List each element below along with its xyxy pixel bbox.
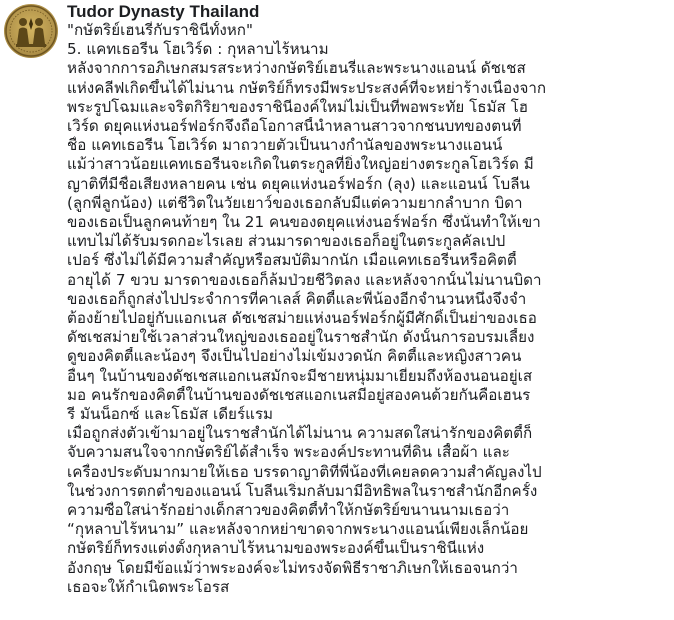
page-name-link[interactable]: Tudor Dynasty Thailand	[67, 2, 260, 21]
post-text-line: เปอร์ ซึ่งไม่ได้มีความสำคัญหรือสมบัติมากนัก เมื่อแคทเธอรีนหรือคิตตี้	[67, 251, 517, 270]
post-text-line: แทบไม่ได้รับมรดกอะไรเลย ส่วนมารดาของเธอก็อยู่ในตระกูลคัลเปป	[67, 232, 506, 251]
post-text-line: เครื่องประดับมากมายให้เธอ บรรดาญาติที่พี่น้องที่เคยลดความสำคัญลงไป	[67, 462, 542, 481]
post-text-line: แห่งคลีฟเกิดขึ้นได้ไม่นาน กษัตริย์ก็ทรงมีพระประสงค์ที่จะหย่าร้างเนื่องจาก	[67, 78, 547, 97]
tudor-seal-icon	[4, 4, 58, 58]
post-text-line: ของเธอก็ถูกส่งไปประจำการที่คาเลส์ คิตตี้และพี่น้องอีกจำนวนหนึ่งจึงจำ	[67, 289, 527, 308]
post-text-line: พระรูปโฉมและจริตกิริยาของราชินีองค์ใหม่ไม่เป็นที่พอพระทัย โธมัส โฮ	[67, 97, 529, 116]
post-text-line: รี มันน็อกซ์ และโธมัส เดียร์แรม	[67, 405, 274, 424]
post-text-line: ในช่วงการตกต่ำของแอนน์ โบลีนเริ่มกลับมามีอิทธิพลในราชสำนักอีกครั้ง	[67, 481, 538, 500]
post-text-line: “กุหลาบไร้หนาม” และหลังจากหย่าขาดจากพระนางแอนน์เพียงเล็กน้อย	[67, 520, 529, 539]
post-text-line: เวิร์ด ดยุคแห่งนอร์ฟอร์กจึงถือโอกาสนี้นำหลานสาวจากชนบทของตนที่	[67, 117, 522, 136]
post-text-line: อังกฤษ โดยมีข้อแม้ว่าพระองค์จะไม่ทรงจัดพิธีราชาภิเษกให้เธอจนกว่า	[67, 558, 518, 577]
post-text-line: ชื่อ แคทเธอรีน โฮเวิร์ด มาถวายตัวเป็นนางกำนัลของพระนางแอนน์	[67, 136, 503, 155]
post-text-line: มอ คนรักของคิตตี้ในบ้านของดัชเชสแอกเนสมีอยู่สองคนด้วยกันคือเฮนร	[67, 385, 531, 404]
post-text-line: ดูของคิตตี้และน้องๆ จึงเป็นไปอย่างไม่เข้มงวดนัก คิตตี้และหญิงสาวคน	[67, 347, 522, 366]
post-text-line: ต้องย้ายไปอยู่กับแอกเนส ดัชเชสม่ายแห่งนอร์ฟอร์กผู้มีศักดิ์เป็นย่าของเธอ	[67, 309, 537, 328]
post-text-line: ความซื่อใสน่ารักอย่างเด็กสาวของคิตตี้ทำให้กษัตริย์ขนานนามเธอว่า	[67, 501, 510, 520]
post-paragraphs	[67, 59, 671, 597]
post-text-line: ของเธอเป็นลูกคนท้ายๆ ใน 21 คนของดยุคแห่งนอร์ฟอร์ก ซึ่งนั่นทำให้เขา	[67, 213, 541, 232]
post-title: "กษัตริย์เฮนรี่กับราชินีทั้งหก"	[67, 21, 253, 39]
page-avatar[interactable]	[4, 4, 58, 58]
post-text-line: จับความสนใจจากกษัตริย์ได้สำเร็จ พระองค์ประทานที่ดิน เสื้อผ้า และ	[67, 443, 510, 462]
post-text-line: อายุได้ 7 ขวบ มารดาของเธอก็ล้มป่วยชีวิตลง และหลังจากนั้นไม่นานบิดา	[67, 270, 542, 289]
post-text-line: เมื่อถูกส่งตัวเข้ามาอยู่ในราชสำนักได้ไม่นาน ความสดใสน่ารักของคิตตี้ก็	[67, 424, 533, 443]
post-subtitle: 5. แคทเธอรีน โฮเวิร์ด : กุหลาบไร้หนาม	[67, 40, 329, 59]
post-header	[67, 2, 667, 22]
post-text-line: หลังจากการอภิเษกสมรสระหว่างกษัตริย์เฮนรี่และพระนางแอนน์ ดัชเชส	[67, 59, 526, 78]
post-body	[67, 21, 671, 597]
post-text-line: (ลูกพี่ลูกน้อง) แต่ชีวิตในวัยเยาว์ของเธอกลับมีแต่ความยากลำบาก บิดา	[67, 193, 523, 212]
post-text-line: กษัตริย์ก็ทรงแต่งตั้งกุหลาบไร้หนามของพระองค์ขึ้นเป็นราชินีแห่ง	[67, 539, 485, 558]
post-text-line: แม้ว่าสาวน้อยแคทเธอรีนจะเกิดในตระกูลที่ยิ่งใหญ่อย่างตระกูลโฮเวิร์ด มี	[67, 155, 534, 174]
post-text-line: ดัชเชสม่ายใช้เวลาส่วนใหญ่ของเธออยู่ในราชสำนัก ดังนั้นการอบรมเลี้ยง	[67, 328, 535, 347]
post-text-line: ญาติที่มีชื่อเสียงหลายคน เช่น ดยุคแห่งนอร์ฟอร์ก (ลุง) และแอนน์ โบลีน	[67, 174, 530, 193]
post-text-line: เธอจะให้กำเนิดพระโอรส	[67, 577, 230, 596]
post-text-line: อื่นๆ ในบ้านของดัชเชสแอกเนสมักจะมีชายหนุ่มมาเยี่ยมถึงห้องนอนอยู่เส	[67, 366, 533, 385]
